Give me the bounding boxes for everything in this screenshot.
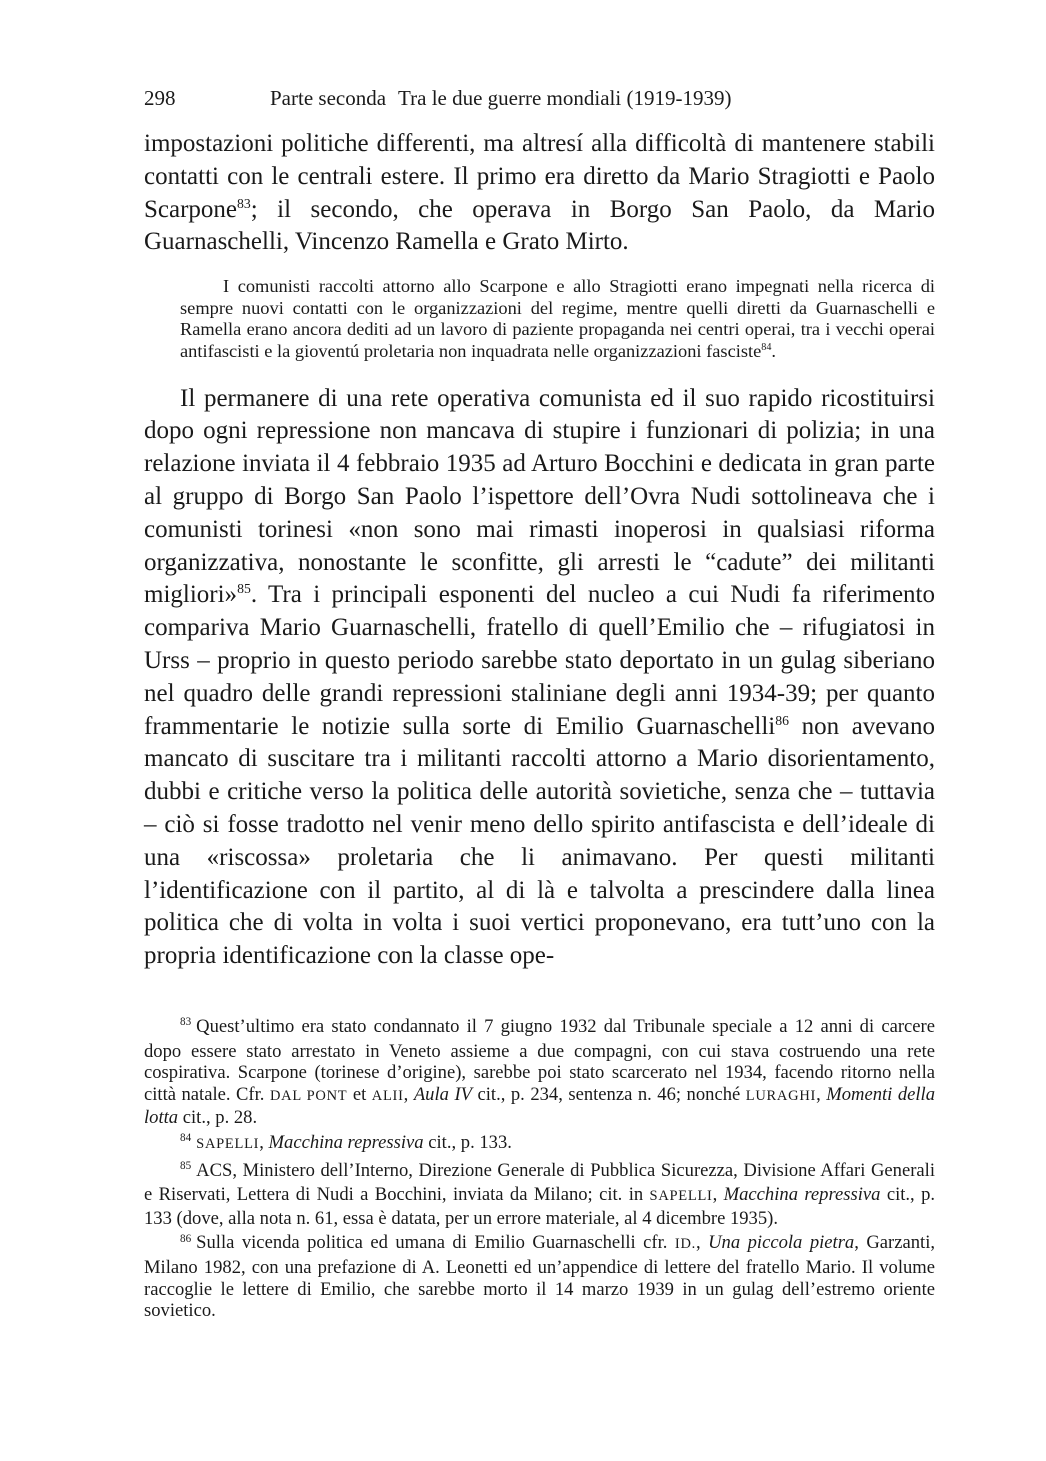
footnote-text: , <box>259 1131 269 1153</box>
block-quote <box>180 276 935 362</box>
paragraph-2-text: Il permanere di una rete operativa comunista ed il suo rapido ricostituirsi dopo ogni repressione non mancava di stupire i funzionari di polizia; in una relazione inviata il 4 febbraio 1935 ad Arturo Bocchini e dedicata in gran parte al gruppo di Borgo San Paolo l’ispettore dell’Ovra Nudi sottolineava che i comunisti torinesi «non sono mai rimasti inoperosi in qualsiasi riforma organizzativa, nonostante le sconfitte, gli arresti le “cadute” dei militanti migliori» <box>144 384 935 609</box>
footnote-text: , Garzanti, Milano 1982, con una prefazione di A. Leonetti ed un’appendice di lettere del fratello Mario. Il volume raccoglie le lettere di Emilio, che sarebbe morto il 14 marzo 1939 in un gulag dell’estremo oriente sovietico. <box>144 1232 936 1322</box>
block-quote-text: I comunisti raccolti attorno allo Scarpone e allo Stragiotti erano impegnati nella ricerca di sempre nuovi contatti con le organizzazioni del regime, mentre quelli diretti da Guarnaschelli e Ramella erano ancora dediti ad un lavoro di paziente propaganda nei centri operai, tra i vecchi operai antifascisti e la gioventú proletaria non inquadrata nelle organizzazioni fasciste <box>180 276 935 361</box>
footnote-text: , <box>816 1083 827 1105</box>
work-title: Aula IV <box>413 1083 472 1105</box>
footnote-83 <box>144 1016 935 1129</box>
note-ref-84: 84 <box>761 342 772 354</box>
note-ref-85: 85 <box>237 581 251 597</box>
paragraph-1-text: impostazioni politiche differenti, ma altresí alla difficoltà di mantenere stabili contatti con le centrali estere. Il primo era diretto da Mario Stragiotti e Paolo Scarpone <box>144 130 935 223</box>
author-name: LURAGHI <box>745 1087 817 1104</box>
work-title: Una piccola pietra <box>708 1232 855 1254</box>
footnote-text: cit., p. 133. <box>423 1131 512 1153</box>
running-title <box>270 84 731 112</box>
author-name: DAL PONT <box>269 1087 348 1104</box>
footnote-text: cit., p. 234, sentenza n. 46; nonché <box>472 1083 746 1105</box>
footnote-number: 84 <box>180 1132 192 1145</box>
paragraph-1 <box>144 128 935 259</box>
work-title: Macchina repressiva <box>268 1131 424 1153</box>
author-name: SAPELLI <box>649 1188 713 1205</box>
author-name: ALII <box>371 1087 404 1104</box>
author-name: SAPELLI <box>196 1135 260 1152</box>
footnote-text: cit., p. 28. <box>178 1107 258 1129</box>
section-title: Tra le due guerre mondiali (1919-1939) <box>398 86 732 110</box>
footnote-text: Quest’ultimo era stato condannato il 7 giugno 1932 dal Tribunale speciale a 12 anni di carcere dopo essere stato arrestato in Veneto assieme a due compagni, con cui stava costruendo una rete cospirativa. Scarpone (torinese d’origine), sarebbe poi stato scarcerato nel 1934, facendo ritorno nella città natale. Cfr. <box>144 1016 935 1105</box>
footnote-text: Sulla vicenda politica ed umana di Emilio Guarnaschelli cfr. <box>196 1232 675 1254</box>
running-header <box>144 84 934 112</box>
page-number: 298 <box>144 86 176 110</box>
main-text <box>144 128 935 973</box>
footnote-number: 86 <box>180 1232 192 1245</box>
footnote-85 <box>144 1160 935 1230</box>
block-quote-body <box>180 276 935 362</box>
footnote-text: , <box>403 1083 414 1105</box>
paragraph-2-text-end: non avevano mancato di suscitare tra i militanti raccolti attorno a Mario disorientamento, dubbi e critiche verso la politica delle autorità sovietiche, senza che – tuttavia – ciò si fosse tradotto nel venir meno dello spirito antifascista e dell’ideale di una «riscossa» proletaria che li animavano. Per questi militanti l’identificazione con il partito, al di là e talvolta a prescindere dalla linea politica che di volta in volta i suoi vertici proponevano, era tutt’uno con la propria identificazione con la classe ope- <box>144 712 936 970</box>
footnote-number: 83 <box>180 1016 192 1029</box>
footnote-text: ACS, Ministero dell’Interno, Direzione Generale di Pubblica Sicurezza, Divisione Affari Generali e Riservati, Lettera di Nudi a Bocchini, inviata da Milano; cit. in <box>144 1159 935 1206</box>
footnote-text: , <box>696 1232 709 1254</box>
footnote-text: , <box>712 1184 724 1206</box>
block-quote-text-end: . <box>771 340 777 361</box>
paragraph-2 <box>144 383 935 973</box>
part-label: Parte seconda <box>270 86 387 110</box>
footnote-86 <box>144 1232 935 1321</box>
note-ref-86: 86 <box>775 712 789 728</box>
footnote-text: cit., p. 133 (dove, alla nota n. 61, essa è datata, per un errore materiale, al 4 dicembre 1935). <box>144 1184 936 1229</box>
footnotes <box>144 1016 935 1325</box>
author-name: ID. <box>674 1236 696 1253</box>
paragraph-1-text-end: ; il secondo, che operava in Borgo San Paolo, da Mario Guarnaschelli, Vincenzo Ramella e Grato Mirto. <box>144 195 935 256</box>
note-ref-83: 83 <box>237 195 251 211</box>
work-title: Macchina repressiva <box>723 1184 881 1206</box>
paragraph-2-text-continued: . Tra i principali esponenti del nucleo a cui Nudi fa riferimento compariva Mario Guarnaschelli, fratello di quell’Emilio che – rifugiatosi in Urss – proprio in questo periodo sarebbe stato deportato in un gulag siberiano nel quadro delle grandi repressioni staliniane degli anni 1934-39; per quanto frammentarie le notizie sulla sorte di Emilio Guarnaschelli <box>144 581 935 740</box>
footnote-84 <box>144 1132 935 1157</box>
footnote-text: et <box>347 1083 372 1105</box>
work-title: Momenti della lotta <box>144 1083 936 1129</box>
footnote-number: 85 <box>180 1159 192 1172</box>
